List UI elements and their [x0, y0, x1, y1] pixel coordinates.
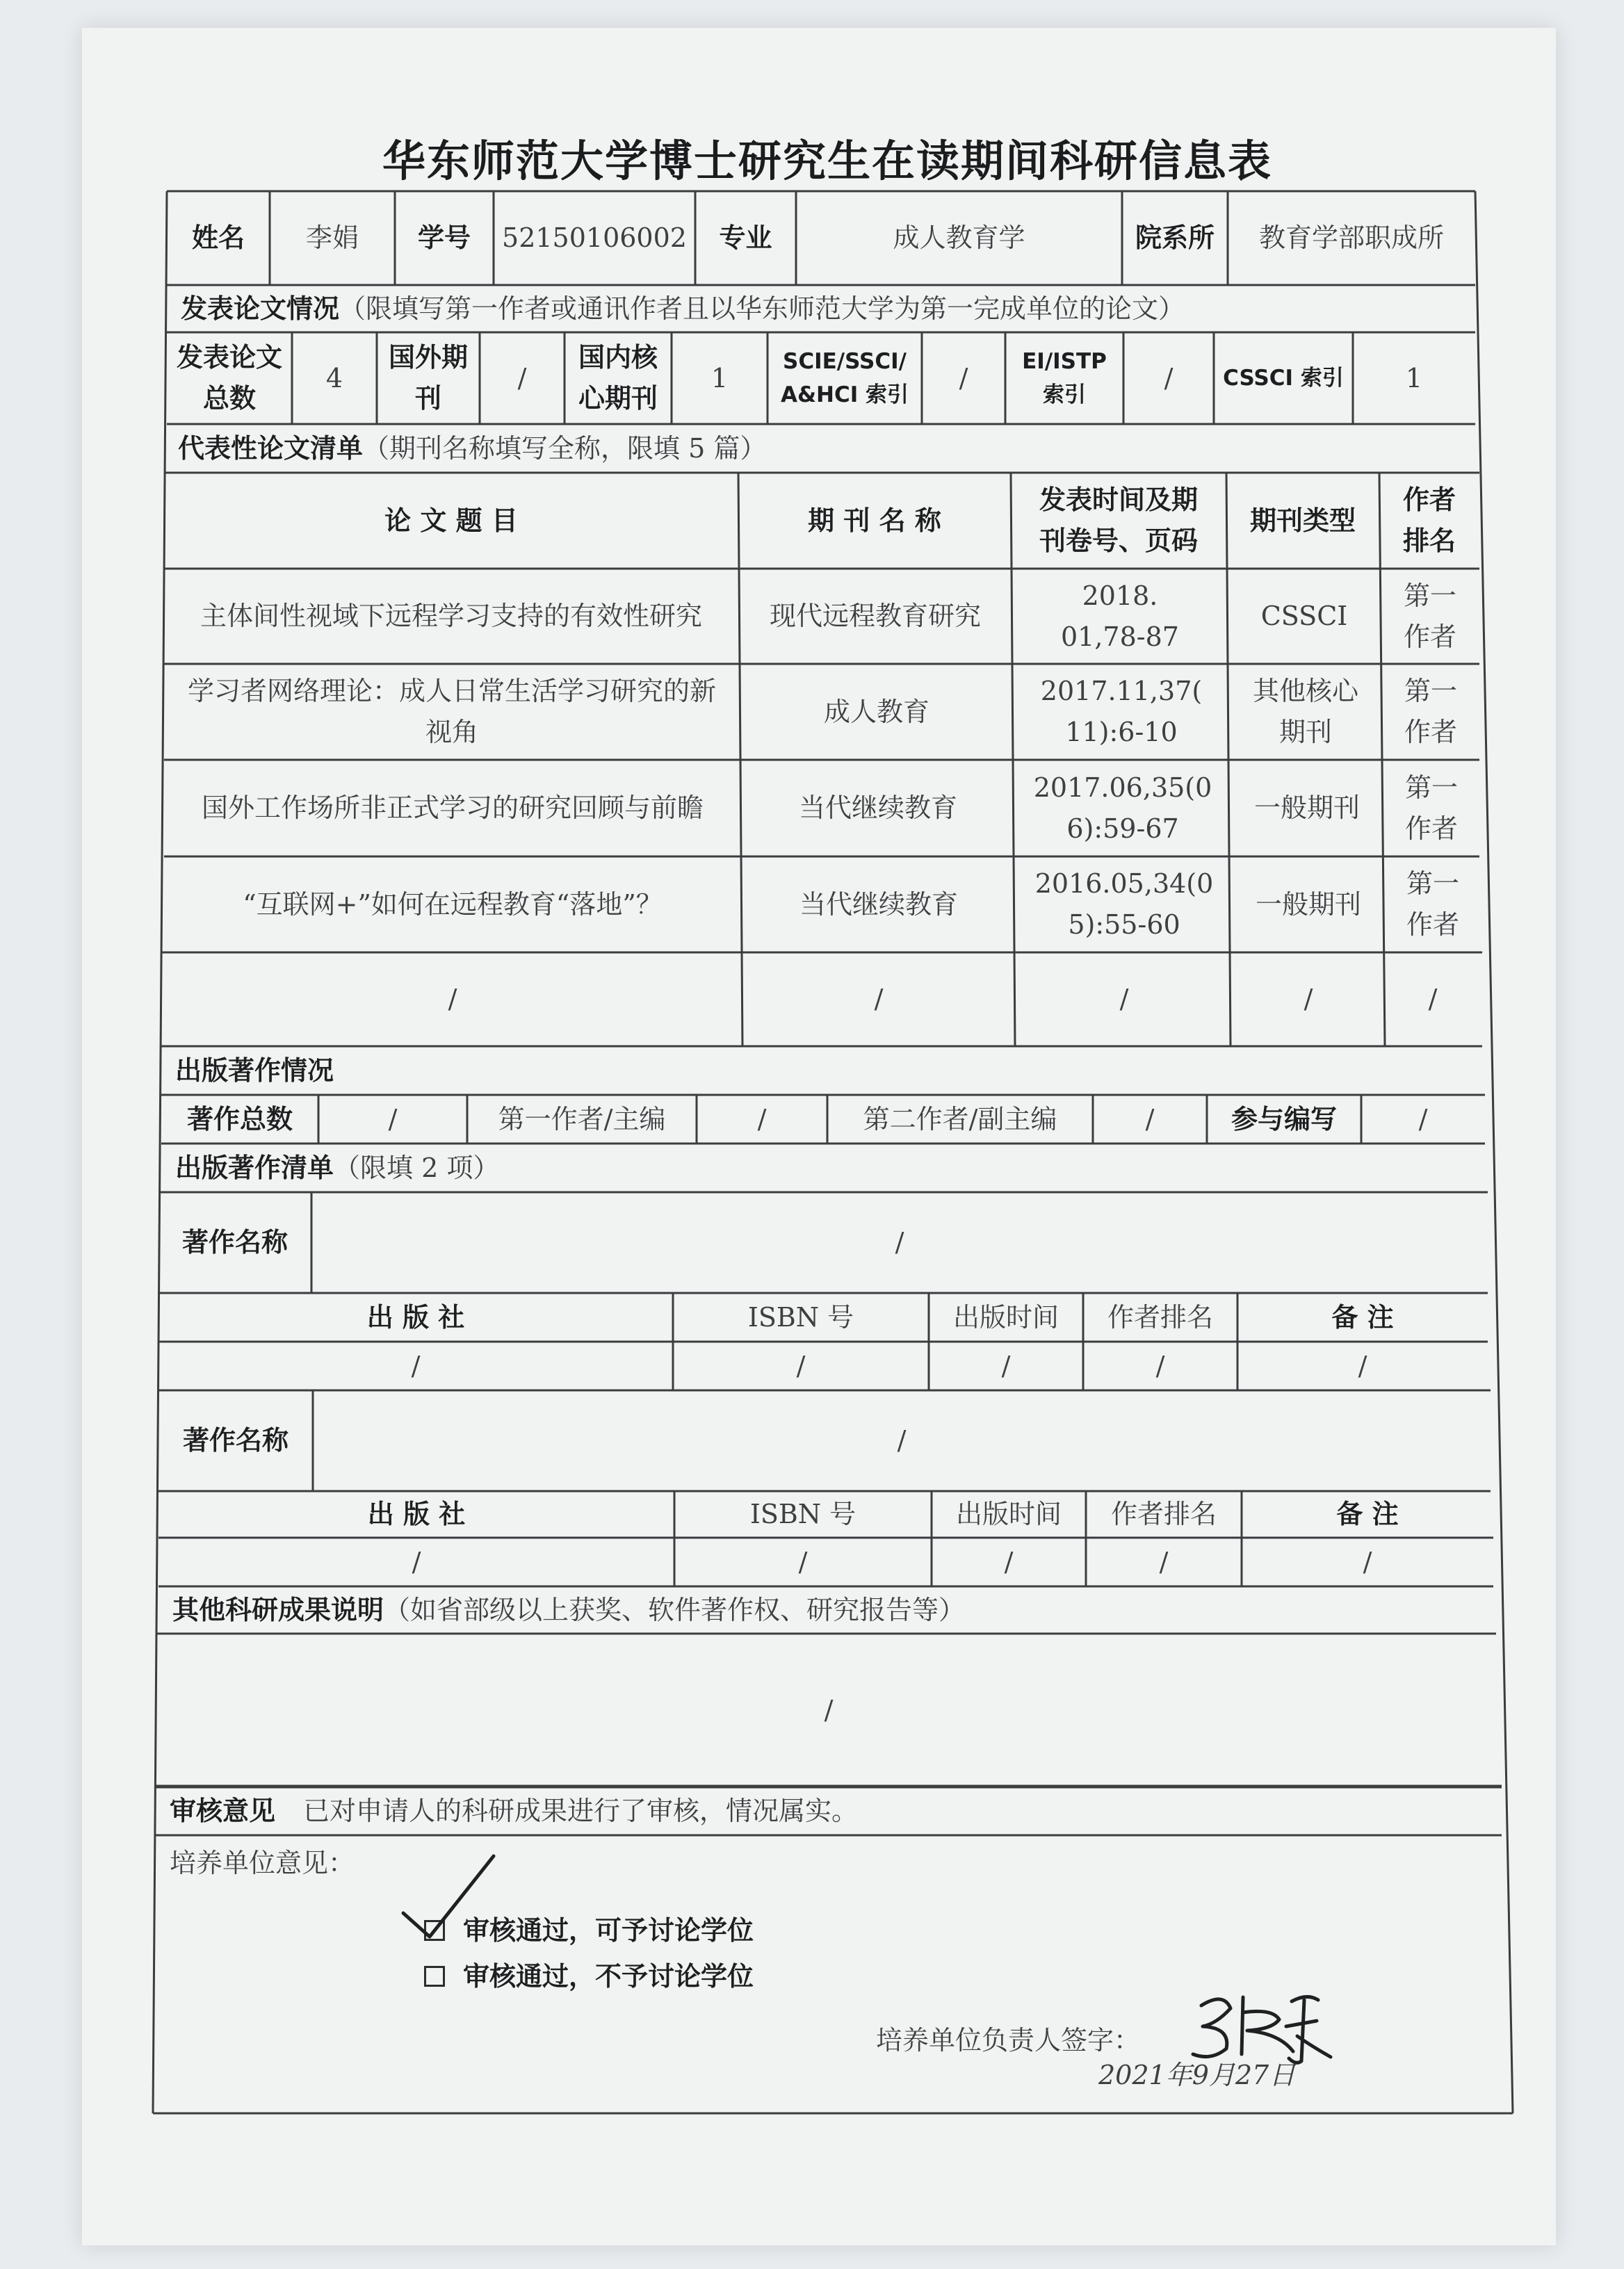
book-publisher-value: / — [411, 1350, 421, 1381]
paper-row-journal: 现代远程教育研究 — [769, 601, 981, 632]
review-date — [1098, 2047, 1390, 2103]
books-list-heading: 出版著作清单 — [175, 1152, 334, 1183]
book-name-value: / — [895, 1227, 904, 1258]
rep-list-heading-row — [164, 424, 1479, 473]
major-label: 专业 — [719, 222, 772, 254]
paper-row-type: 一般期刊 — [1253, 792, 1360, 824]
book-isbn-value: / — [798, 1546, 808, 1577]
total-papers-label: 发表论文总数 — [176, 342, 282, 414]
check-mark-icon — [389, 1849, 501, 1946]
paper-row-title: 学习者网络理论：成人日常生活学习研究的新视角 — [187, 676, 716, 747]
major-value: 成人教育学 — [893, 222, 1025, 254]
department-value: 教育学部职成所 — [1258, 222, 1444, 254]
ei-istp-label: EI/ISTP 索引 — [1022, 348, 1107, 407]
review-text: 已对申请人的科研成果进行了审核，情况属实。 — [303, 1795, 859, 1826]
signature-label: 培养单位负责人签字： — [876, 2024, 1141, 2056]
paper-row-type: 一般期刊 — [1255, 888, 1361, 920]
books-first-author-label: 第一作者/主编 — [498, 1103, 666, 1134]
book-date-value: / — [1004, 1546, 1014, 1577]
department-label: 院系所 — [1135, 222, 1215, 254]
paper-row-type: CSSCI — [1260, 601, 1348, 632]
col-header-author-rank: 作者排名 — [1107, 1301, 1213, 1333]
col-header-isbn: ISBN 号 — [749, 1499, 856, 1530]
paper-row-rank: 第一作者 — [1403, 580, 1456, 652]
col-header-publisher: 出 版 社 — [367, 1499, 466, 1530]
book-remark-value: / — [1358, 1350, 1367, 1381]
books-total-value: / — [388, 1103, 398, 1134]
paper-row-time: 2018. 01,78-87 — [1061, 580, 1179, 652]
option-reject-label: 审核通过，不予讨论学位 — [463, 1960, 754, 1992]
paper-row-journal: 当代继续教育 — [799, 888, 958, 920]
cssci-label: CSSCI 索引 — [1223, 365, 1344, 391]
student-id-value: 52150106002 — [502, 222, 687, 254]
book-remark-value: / — [1363, 1546, 1372, 1577]
paper-row-time: 2017.06,35(0 6):59-67 — [1033, 772, 1212, 844]
total-papers-value: 4 — [325, 362, 343, 393]
rep-list-heading: 代表性论文清单 — [178, 432, 364, 464]
paper-row-rank: / — [1428, 984, 1438, 1015]
col-header-type: 期刊类型 — [1249, 505, 1356, 536]
books-heading: 出版著作情况 — [175, 1055, 334, 1086]
review-date-text: 2021年9月27日 — [1098, 2059, 1296, 2090]
other-heading-row — [159, 1586, 1493, 1634]
paper-row-time: 2017.11,37( 11):6-10 — [1040, 676, 1203, 747]
col-header-title: 论 文 题 目 — [384, 505, 518, 536]
form-title: 华东师范大学博士研究生在读期间科研信息表 — [382, 136, 1272, 186]
book-name-label: 著作名称 — [182, 1425, 289, 1456]
paper-row-journal: 当代继续教育 — [798, 792, 957, 824]
papers-note: （限填写第一作者或通讯作者且以华东师范大学为第一完成单位的论文） — [339, 293, 1185, 324]
ei-istp-value: / — [1164, 362, 1174, 393]
review-heading-row — [156, 1787, 1502, 1835]
col-header-remark: 备 注 — [1331, 1301, 1394, 1333]
book-isbn-value: / — [796, 1350, 806, 1381]
col-header-publish-date: 出版时间 — [955, 1499, 1062, 1530]
col-header-journal: 期 刊 名 称 — [808, 505, 941, 536]
rep-list-note: （期刊名称填写全称，限填 5 篇） — [363, 432, 767, 464]
paper-row-journal: / — [874, 984, 884, 1015]
books-first-author-value: / — [757, 1103, 767, 1134]
book-publisher-value: / — [412, 1546, 421, 1577]
paper-row-type: / — [1304, 984, 1313, 1015]
paper-row-title: “互联网+”如何在远程教育“落地”？ — [243, 888, 663, 920]
papers-section-heading — [167, 285, 1475, 332]
name-label: 姓名 — [191, 222, 245, 254]
book-rank-value: / — [1159, 1546, 1169, 1577]
paper-row-rank: 第一作者 — [1404, 772, 1458, 844]
name-value: 李娟 — [305, 222, 359, 254]
book-name-label: 著作名称 — [181, 1227, 288, 1258]
col-header-author-rank: 作者排名 — [1110, 1499, 1217, 1530]
other-note: （如省部级以上获奖、软件著作权、研究报告等） — [384, 1594, 966, 1625]
unit-opinion-label: 培养单位意见： — [170, 1847, 355, 1878]
books-participate-value: / — [1418, 1103, 1428, 1134]
books-list-heading-row — [161, 1144, 1485, 1192]
book-name-value: / — [897, 1425, 907, 1456]
book-rank-value: / — [1155, 1350, 1165, 1381]
foreign-journal-value: / — [517, 362, 527, 393]
option-reject-row[interactable] — [410, 1952, 1036, 2001]
paper-row-time: / — [1119, 984, 1129, 1015]
scie-value: / — [959, 362, 968, 393]
col-header-publish-date: 出版时间 — [952, 1301, 1059, 1333]
col-header-time: 发表时间及期刊卷号、页码 — [1039, 485, 1198, 556]
core-journal-value: 1 — [710, 362, 729, 393]
other-content: / — [824, 1694, 834, 1725]
books-second-author-label: 第二作者/副主编 — [863, 1103, 1057, 1134]
paper-row-journal: 成人教育 — [823, 696, 929, 727]
review-heading: 审核意见 — [170, 1795, 276, 1826]
paper-row-type: 其他核心期刊 — [1253, 676, 1359, 747]
col-header-remark: 备 注 — [1336, 1499, 1399, 1530]
col-header-publisher: 出 版 社 — [366, 1301, 465, 1333]
scie-label: SCIE/SSCI/ A&HCI 索引 — [780, 348, 909, 407]
option-approve-row[interactable] — [410, 1906, 1036, 1955]
paper-row-title: / — [448, 984, 457, 1015]
cssci-value: 1 — [1405, 362, 1423, 393]
paper-row-time: 2016.05,34(0 5):55-60 — [1034, 868, 1214, 940]
books-second-author-value: / — [1145, 1103, 1155, 1134]
paper-row-rank: 第一作者 — [1404, 676, 1457, 747]
student-id-label: 学号 — [417, 222, 471, 254]
other-heading: 其他科研成果说明 — [172, 1594, 384, 1625]
core-journal-label: 国内核心期刊 — [578, 342, 658, 414]
paper-row-title: 主体间性视域下远程学习支持的有效性研究 — [200, 601, 702, 632]
checkbox-reject[interactable] — [424, 1966, 445, 1987]
books-total-label: 著作总数 — [186, 1103, 293, 1134]
paper-row-rank: 第一作者 — [1406, 868, 1459, 940]
col-header-isbn: ISBN 号 — [747, 1301, 854, 1333]
papers-heading: 发表论文情况 — [181, 293, 340, 324]
option-approve-label: 审核通过，可予讨论学位 — [463, 1914, 754, 1946]
col-header-rank: 作者排名 — [1402, 485, 1456, 556]
foreign-journal-label: 国外期刊 — [388, 342, 468, 414]
books-list-note: （限填 2 项） — [334, 1152, 500, 1183]
books-participate-label: 参与编写 — [1231, 1103, 1337, 1134]
book-date-value: / — [1001, 1350, 1011, 1381]
paper-row-title: 国外工作场所非正式学习的研究回顾与前瞻 — [201, 792, 704, 824]
